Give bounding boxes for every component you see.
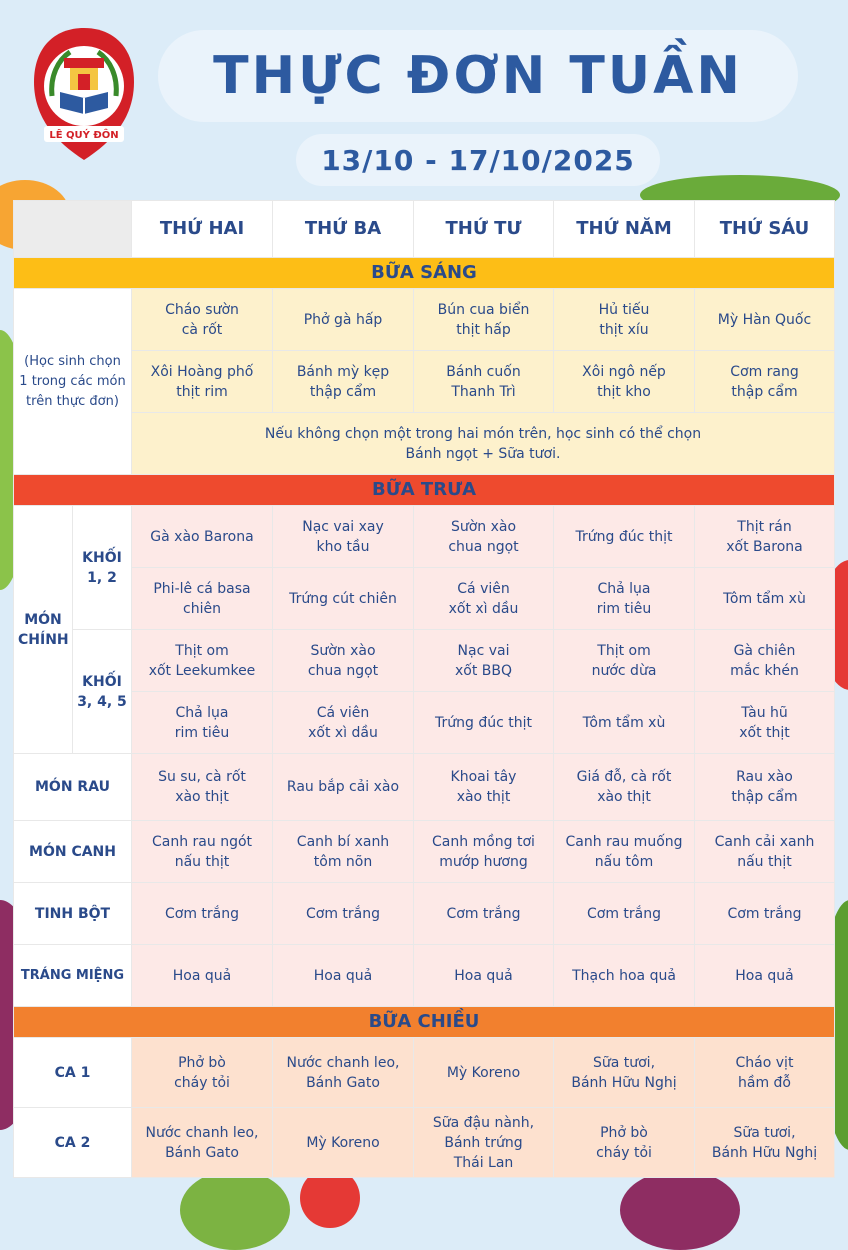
- menu-cell: Cháo sườn cà rốt: [132, 289, 273, 351]
- menu-cell: Trứng đúc thịt: [554, 506, 695, 568]
- menu-cell: Thịt rán xốt Barona: [695, 506, 835, 568]
- starch-label: TINH BỘT: [14, 883, 132, 945]
- menu-cell: Giá đỗ, cà rốt xào thịt: [554, 754, 695, 821]
- menu-cell: Thạch hoa quả: [554, 945, 695, 1007]
- menu-cell: Khoai tây xào thịt: [414, 754, 554, 821]
- menu-cell: Phở bò cháy tỏi: [554, 1108, 695, 1178]
- menu-cell: Nạc vai xay kho tầu: [273, 506, 414, 568]
- menu-cell: Canh cải xanh nấu thịt: [695, 821, 835, 883]
- menu-cell: Canh rau muống nấu tôm: [554, 821, 695, 883]
- menu-cell: Gà xào Barona: [132, 506, 273, 568]
- menu-cell: Cháo vịt hầm đỗ: [695, 1038, 835, 1108]
- menu-cell: Tôm tẩm xù: [695, 568, 835, 630]
- menu-cell: Bánh cuốn Thanh Trì: [414, 351, 554, 413]
- day-header: THỨ NĂM: [554, 201, 695, 258]
- menu-cell: Bún cua biển thịt hấp: [414, 289, 554, 351]
- menu-cell: Canh mồng tơi mướp hương: [414, 821, 554, 883]
- breakfast-row: [14, 289, 835, 351]
- afternoon-row: [14, 1108, 835, 1178]
- section-title: BỮA TRƯA: [14, 475, 835, 506]
- menu-cell: Mỳ Hàn Quốc: [695, 289, 835, 351]
- dessert-row: [14, 945, 835, 1007]
- section-title: BỮA CHIỀU: [14, 1007, 835, 1038]
- breakfast-row: [14, 351, 835, 413]
- menu-cell: Sườn xào chua ngọt: [414, 506, 554, 568]
- menu-cell: Cơm trắng: [132, 883, 273, 945]
- day-header: THỨ TƯ: [414, 201, 554, 258]
- menu-cell: Bánh mỳ kẹp thập cẩm: [273, 351, 414, 413]
- menu-cell: Trứng cút chiên: [273, 568, 414, 630]
- menu-cell: Cơm trắng: [695, 883, 835, 945]
- lunch-row: [14, 506, 835, 568]
- menu-cell: Sữa tươi, Bánh Hữu Nghị: [554, 1038, 695, 1108]
- menu-cell: Phở bò cháy tỏi: [132, 1038, 273, 1108]
- menu-cell: Sữa đậu nành, Bánh trứng Thái Lan: [414, 1108, 554, 1178]
- menu-cell: Cá viên xốt xì dầu: [273, 692, 414, 754]
- menu-cell: Phở gà hấp: [273, 289, 414, 351]
- menu-cell: Hoa quả: [695, 945, 835, 1007]
- school-logo: [30, 26, 138, 164]
- logo-text: LÊ QUÝ ĐÔN: [49, 130, 119, 141]
- menu-cell: Sườn xào chua ngọt: [273, 630, 414, 692]
- lunch-row: [14, 568, 835, 630]
- menu-cell: Nước chanh leo, Bánh Gato: [273, 1038, 414, 1108]
- section-breakfast: [14, 258, 835, 289]
- menu-cell: Tôm tẩm xù: [554, 692, 695, 754]
- breakfast-alt-row: [14, 413, 835, 475]
- lunch-row: [14, 630, 835, 692]
- shift-label: CA 2: [14, 1108, 132, 1178]
- menu-cell: Tàu hũ xốt thịt: [695, 692, 835, 754]
- breakfast-alt-note: Nếu không chọn một trong hai món trên, học sinh có thể chọn Bánh ngọt + Sữa tươi.: [132, 413, 835, 475]
- menu-cell: Hoa quả: [132, 945, 273, 1007]
- menu-cell: Cá viên xốt xì dầu: [414, 568, 554, 630]
- group-label: KHỐI 3, 4, 5: [73, 630, 132, 754]
- header-row: [14, 201, 835, 258]
- menu-cell: Thịt om xốt Leekumkee: [132, 630, 273, 692]
- menu-cell: Phi-lê cá basa chiên: [132, 568, 273, 630]
- menu-cell: Mỳ Koreno: [414, 1038, 554, 1108]
- menu-cell: Cơm trắng: [554, 883, 695, 945]
- menu-cell: Gà chiên mắc khén: [695, 630, 835, 692]
- menu-cell: Xôi Hoàng phố thịt rim: [132, 351, 273, 413]
- menu-cell: Nước chanh leo, Bánh Gato: [132, 1108, 273, 1178]
- section-lunch: [14, 475, 835, 506]
- menu-cell: Sữa tươi, Bánh Hữu Nghị: [695, 1108, 835, 1178]
- breakfast-note-label: (Học sinh chọn 1 trong các món trên thực đơn): [14, 289, 132, 475]
- menu-cell: Canh bí xanh tôm nõn: [273, 821, 414, 883]
- menu-cell: Su su, cà rốt xào thịt: [132, 754, 273, 821]
- section-afternoon: [14, 1007, 835, 1038]
- lunch-row: [14, 692, 835, 754]
- menu-cell: Hoa quả: [414, 945, 554, 1007]
- menu-cell: Chả lụa rim tiêu: [132, 692, 273, 754]
- page-title: THỰC ĐƠN TUẦN: [158, 30, 798, 122]
- header-corner: [14, 201, 132, 258]
- starch-row: [14, 883, 835, 945]
- menu-cell: Rau bắp cải xào: [273, 754, 414, 821]
- day-header: THỨ SÁU: [695, 201, 835, 258]
- decor-cabbage-bottom: [620, 1170, 740, 1250]
- dessert-label: TRÁNG MIỆNG: [14, 945, 132, 1007]
- day-header: THỨ BA: [273, 201, 414, 258]
- weekly-menu-table: [13, 200, 835, 1178]
- menu-cell: Nạc vai xốt BBQ: [414, 630, 554, 692]
- menu-cell: Cơm trắng: [414, 883, 554, 945]
- decor-avocado: [180, 1170, 290, 1250]
- soup-label: MÓN CANH: [14, 821, 132, 883]
- veg-row: [14, 754, 835, 821]
- main-dish-label: MÓN CHÍNH: [14, 506, 73, 754]
- menu-cell: Chả lụa rim tiêu: [554, 568, 695, 630]
- section-title: BỮA SÁNG: [14, 258, 835, 289]
- menu-cell: Canh rau ngót nấu thịt: [132, 821, 273, 883]
- menu-cell: Trứng đúc thịt: [414, 692, 554, 754]
- menu-cell: Hoa quả: [273, 945, 414, 1007]
- soup-row: [14, 821, 835, 883]
- afternoon-row: [14, 1038, 835, 1108]
- group-label: KHỐI 1, 2: [73, 506, 132, 630]
- menu-cell: Thịt om nước dừa: [554, 630, 695, 692]
- veg-label: MÓN RAU: [14, 754, 132, 821]
- menu-cell: Cơm rang thập cẩm: [695, 351, 835, 413]
- date-range: 13/10 - 17/10/2025: [296, 134, 660, 186]
- menu-cell: Cơm trắng: [273, 883, 414, 945]
- menu-cell: Rau xào thập cẩm: [695, 754, 835, 821]
- menu-cell: Xôi ngô nếp thịt kho: [554, 351, 695, 413]
- shift-label: CA 1: [14, 1038, 132, 1108]
- menu-cell: Mỳ Koreno: [273, 1108, 414, 1178]
- menu-cell: Hủ tiếu thịt xíu: [554, 289, 695, 351]
- day-header: THỨ HAI: [132, 201, 273, 258]
